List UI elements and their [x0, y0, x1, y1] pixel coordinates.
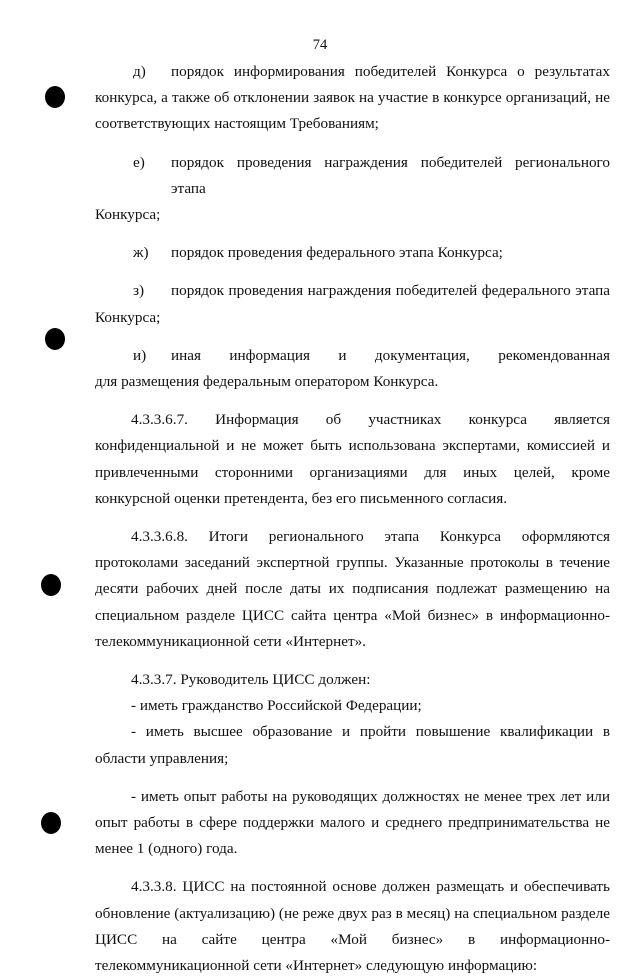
- requirement-item: - иметь опыт работы на руководящих должностях не менее трех лет или опыт работы в сфере поддержки малого и среднего предпринимательства не менее 1 (одного) года.: [95, 787, 610, 858]
- paragraph-4-3-3-6-7: 4.3.3.6.7. Информация об участниках конкурса является конфиденциальной и не может быть использована экспертами, комиссией и привлеченными сторонними организациями для иных целей, кроме конкурсной оценки претендента, без его письменного согласия.: [95, 411, 610, 507]
- document-body: [95, 59, 610, 979]
- requirement-item: - иметь высшее образование и пройти повышение квалификации в области управления;: [95, 723, 610, 767]
- list-letter: и): [133, 346, 147, 364]
- list-item: [95, 150, 610, 229]
- list-letter: е): [133, 153, 145, 171]
- list-item: [0, 59, 610, 138]
- paragraph-4-3-3-8: 4.3.3.8. ЦИСС на постоянной основе должен размещать и обеспечивать обновление (актуализацию) (не реже двух раз в месяц) на специальном разделе ЦИСС на сайте центра «Мой бизнес» в информационно-телекоммуникационной сети «Интернет» следующую информацию:: [95, 878, 610, 975]
- list-letter: ж): [133, 244, 149, 262]
- list-text-continued: конкурса, а также об отклонении заявок на участие в конкурсе организаций, не соответствующих настоящим Требованиям;: [95, 89, 610, 133]
- list-item: [95, 343, 610, 395]
- list-text: порядок проведения федерального этапа Конкурса;: [171, 244, 503, 262]
- paragraph-4-3-3-6-8: 4.3.3.6.8. Итоги регионального этапа Конкурса оформляются протоколами заседаний экспертной группы. Указанные протоколы в течение десяти рабочих дней после даты их подписания подлежат размещению на специальном разделе ЦИСС сайта центра «Мой бизнес» в информационно-телекоммуникационной сети «Интернет».: [95, 528, 610, 650]
- list-letter: з): [133, 282, 145, 300]
- list-item: [95, 240, 610, 266]
- requirement-item: - иметь гражданство Российской Федерации;: [131, 697, 422, 715]
- list-text: порядок информирования победителей Конкурса о результатах: [171, 63, 610, 80]
- list-text-continued: Конкурса;: [95, 206, 161, 224]
- punch-hole: [41, 574, 61, 596]
- list-text-continued: Конкурса;: [95, 308, 161, 326]
- page-number: 74: [312, 37, 328, 53]
- punch-hole: [41, 812, 61, 834]
- list-letter: д): [133, 63, 146, 80]
- list-text: порядок проведения награждения победителей регионального этапа: [171, 153, 610, 197]
- paragraph-4-3-3-7: 4.3.3.7. Руководитель ЦИСС должен:: [131, 671, 371, 689]
- list-text: порядок проведения награждения победителей федерального этапа: [171, 282, 610, 300]
- list-text: иная информация и документация, рекомендованная: [171, 346, 610, 364]
- list-item: [95, 278, 610, 330]
- list-text-continued: для размещения федеральным оператором Конкурса.: [95, 373, 439, 391]
- punch-hole: [45, 328, 65, 350]
